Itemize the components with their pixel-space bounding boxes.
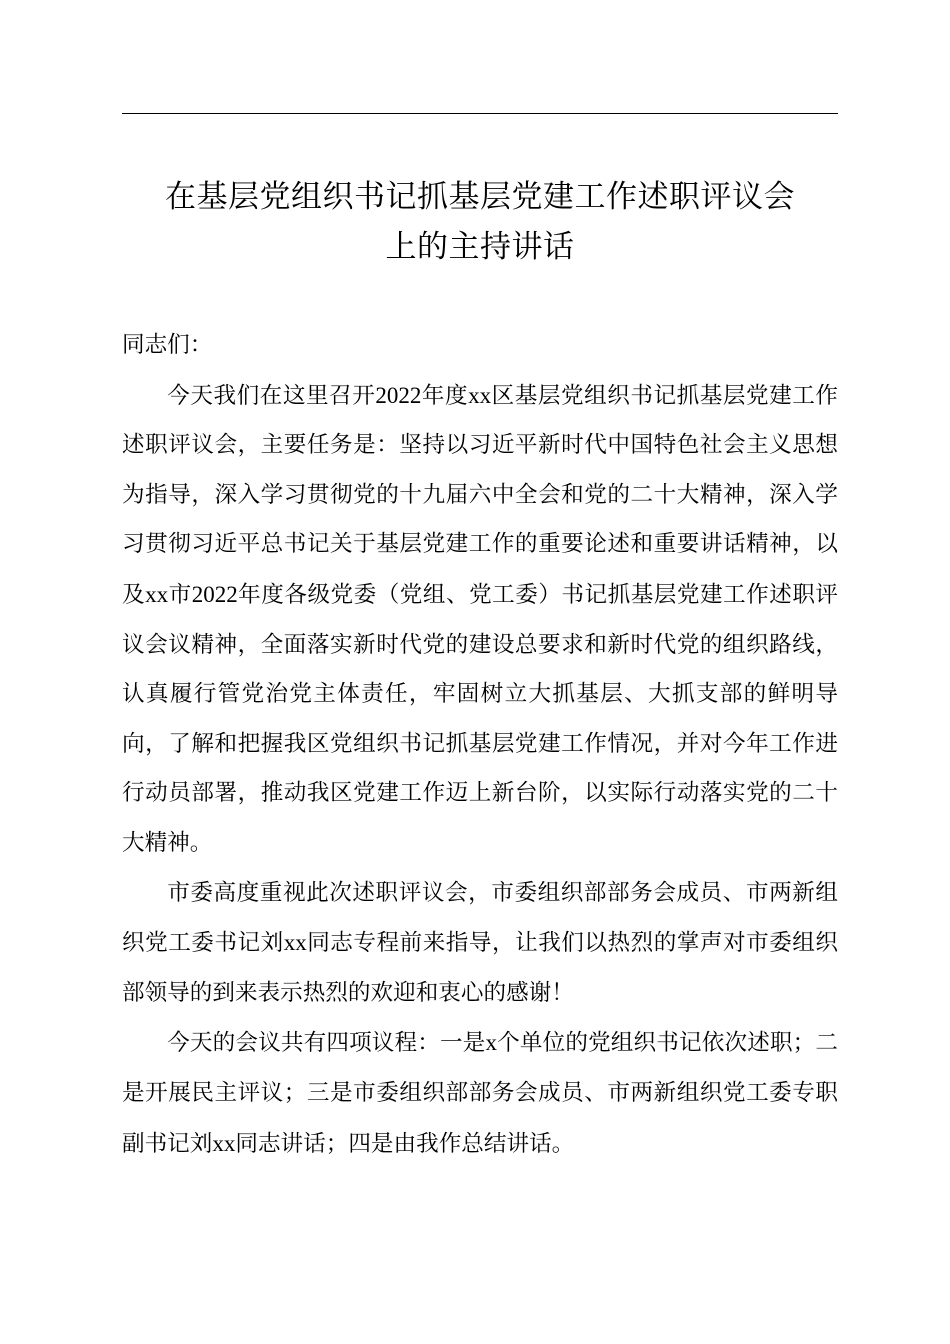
document-body (122, 321, 838, 1169)
paragraph-welcome: 市委高度重视此次述职评议会，市委组织部部务会成员、市两新组织党工委书记刘xx同志专程前来指导，让我们以热烈的掌声对市委组织部领导的到来表示热烈的欢迎和衷心的感谢！ (122, 879, 839, 1006)
paragraph-agenda: 今天的会议共有四项议程：一是x个单位的党组织书记依次述职；二是开展民主评议；三是市委组织部部务会成员、市两新组织党工委专职副书记刘xx同志讲话；四是由我作总结讲话。 (122, 1030, 839, 1157)
salutation: 同志们： (122, 332, 213, 358)
header-rule (122, 113, 838, 114)
title-line-2: 上的主持讲话 (385, 229, 575, 265)
title-line-1: 在基层党组织书记抓基层党建工作述职评议会 (165, 179, 795, 215)
paragraph-opening: 今天我们在这里召开2022年度xx区基层党组织书记抓基层党建工作述职评议会，主要任务是：坚持以习近平新时代中国特色社会主义思想为指导，深入学习贯彻党的十九届六中全会和党的二十大精神，深入学习贯彻习近平总书记关于基层党建工作的重要论述和重要讲话精神，以及xx市2022年度各级党委（党组、党工委）书记抓基层党建工作述职评议会议精神，全面落实新时代党的建设总要求和新时代党的组织路线，认真履行管党治党主体责任，牢固树立大抓基层、大抓支部的鲜明导向，了解和把握我区党组织书记抓基层党建工作情况，并对今年工作进行动员部署，推动我区党建工作迈上新台阶，以实际行动落实党的二十大精神。 (122, 382, 839, 856)
document-title (110, 172, 850, 272)
